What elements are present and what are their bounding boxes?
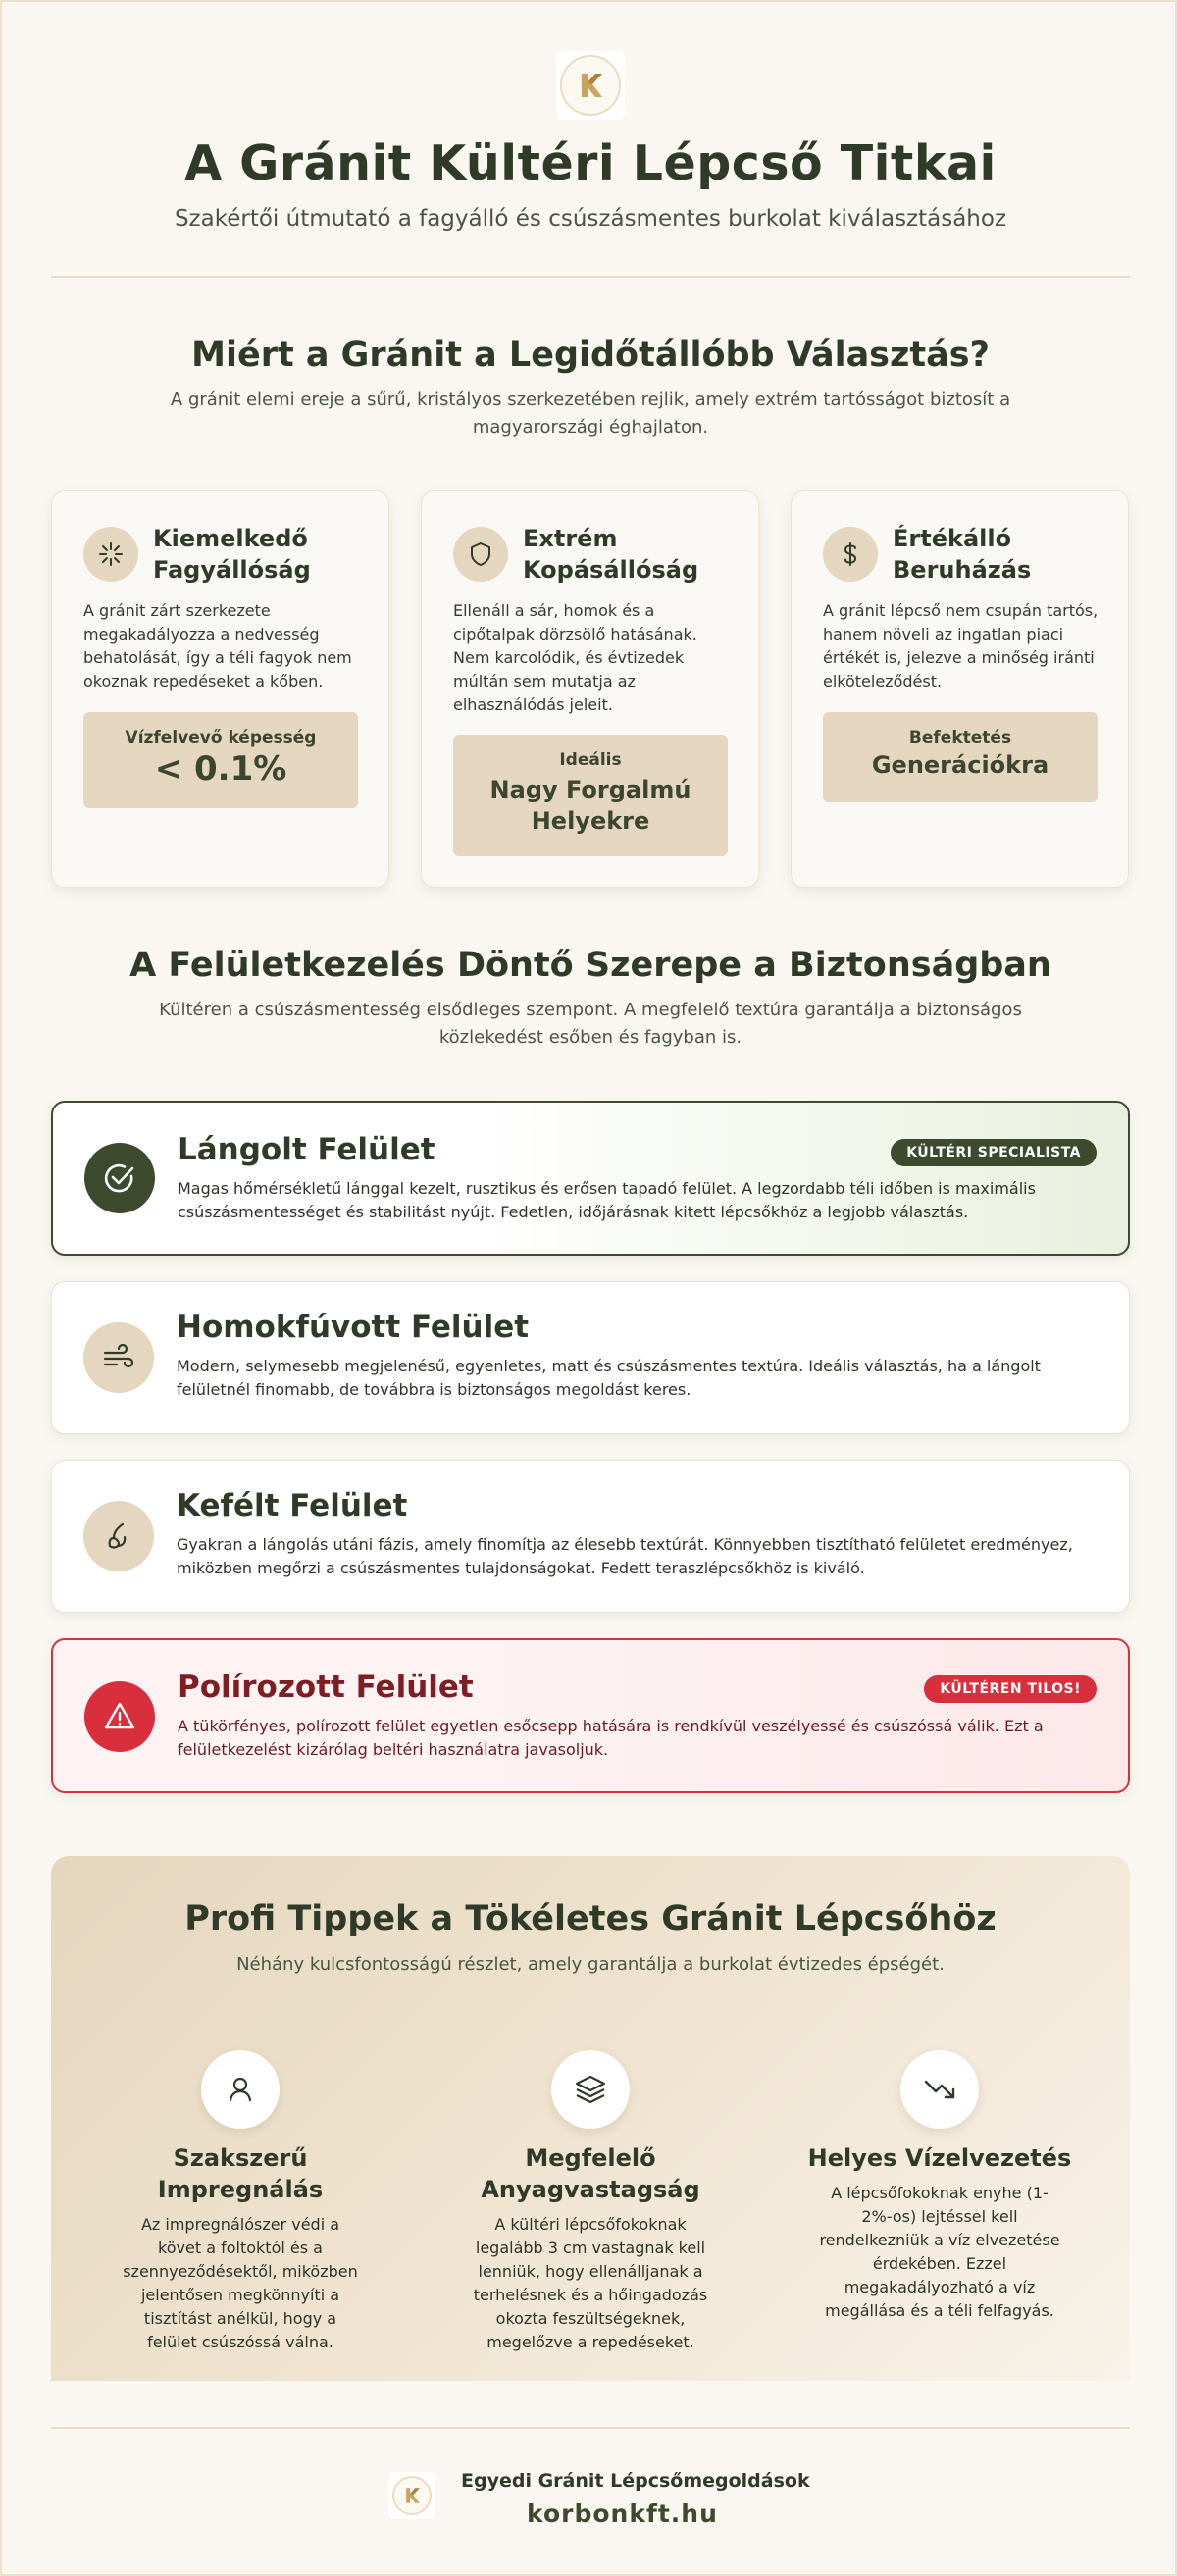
stat-value: < 0.1% <box>154 749 287 789</box>
stat-label: Vízfelvevő képesség <box>125 728 317 747</box>
finishes-section-title: A Felületkezelés Döntő Szerepe a Biztonságban <box>129 946 1051 985</box>
feature-card-text: A gránit lépcső nem csupán tartós, hanem növeli az ingatlan piaci értékét is, jelezve a minőség iránti elköteleződést. <box>823 601 1099 691</box>
why-section-description: A gránit elemi ereje a sűrű, kristályos szerkezetében rejlik, amely extrém tartósságot biztosít a magyarországi éghajlaton. <box>170 389 1011 438</box>
finish-description: A tükörfényes, polírozott felület egyetlen esőcsepp hatására is rendkívül veszélyessé és csúszóssá válik. Ezt a felületkezelést kizárólag beltéri használatra javasoljuk. <box>178 1717 1044 1759</box>
footer-company-name: Egyedi Gránit Lépcsőmegoldások <box>461 2470 810 2492</box>
trending-down-icon <box>900 2050 979 2129</box>
feature-card-abrasion <box>421 490 759 888</box>
tip-title: Helyes Vízelvezetés <box>807 2144 1072 2172</box>
finish-flamed <box>51 1101 1130 1256</box>
dollar-icon <box>823 527 878 582</box>
stat-value: Nagy Forgalmú Helyekre <box>489 776 691 835</box>
finish-title: Homokfúvott Felület <box>177 1310 530 1345</box>
feature-card-text: A gránit zárt szerkezete megakadályozza a nedvesség behatolását, így a téli fagyok nem okoznak repedéseket a kőben. <box>83 601 352 691</box>
feature-card-text: Ellenáll a sár, homok és a cipőtalpak dörzsölő hatásának. Nem karcolódik, és évtizedek múltán sem mutatja az elhasználódás jeleit. <box>453 601 697 714</box>
footer-logo <box>388 2472 435 2519</box>
tip-title: Szakszerű Impregnálás <box>157 2144 324 2203</box>
finish-title: Lángolt Felület <box>178 1132 435 1167</box>
feature-card-stat <box>823 712 1098 802</box>
tips-section-description: Néhány kulcsfontosságú részlet, amely garantálja a burkolat évtizedes épségét. <box>236 1954 945 1975</box>
finish-description: Modern, selymesebb megjelenésű, egyenletes, matt és csúszásmentes textúra. Ideális választás, ha a lángolt felületnél finomabb, de továbbra is biztonságos megoldást keres. <box>177 1357 1041 1399</box>
feature-card-stat <box>83 712 358 808</box>
feature-card-stat <box>453 735 728 856</box>
stat-label: Ideális <box>559 750 622 770</box>
finish-brushed <box>51 1460 1130 1613</box>
stat-value: Generációkra <box>871 751 1049 779</box>
status-badge: KÜLTÉRI SPECIALISTA <box>891 1139 1097 1166</box>
tips-section <box>51 1856 1130 2381</box>
wind-icon <box>83 1322 154 1393</box>
shield-icon <box>453 527 508 582</box>
brush-icon <box>83 1501 154 1571</box>
finish-title: Kefélt Felület <box>177 1488 408 1523</box>
feature-card-investment <box>791 490 1129 888</box>
tip-text: Az impregnálószer védi a követ a foltoktól és a szennyeződésektől, miközben jelentősen megkönnyíti a tisztítást anélkül, hogy a felület csúszóssá válna. <box>123 2215 358 2351</box>
feature-card-title: Kiemelkedő Fagyállóság <box>153 525 311 584</box>
header-divider <box>51 276 1130 278</box>
feature-card-title: Értékálló Beruházás <box>893 525 1032 584</box>
snowflake-icon <box>83 527 138 582</box>
footer-website-link[interactable]: korbonkft.hu <box>527 2499 718 2528</box>
layers-icon <box>551 2050 630 2129</box>
finish-description: Gyakran a lángolás utáni fázis, amely finomítja az élesebb textúrát. Könnyebben tisztítható felületet eredményez, miközben megőrzi a csúszásmentes tulajdonságokat. Fedett teraszlépcsőkhöz is kiváló. <box>177 1535 1073 1577</box>
tip-title: Megfelelő Anyagvastagság <box>481 2144 700 2203</box>
finish-sandblasted <box>51 1281 1130 1434</box>
finish-description: Magas hőmérsékletű lánggal kezelt, rusztikus és erősen tapadó felület. A legzordabb téli időben is maximális csúszásmentességet és stabilitást nyújt. Fedetlen, időjárásnak kitett lépcsőkhöz a legjobb választás. <box>178 1179 1036 1221</box>
feature-card-frost <box>51 490 389 888</box>
feature-card-title: Extrém Kopásállóság <box>523 525 699 584</box>
page-subtitle: Szakértői útmutató a fagyálló és csúszásmentes burkolat kiválasztásához <box>174 206 1007 232</box>
brand-logo <box>556 51 625 120</box>
why-section-title: Miért a Gránit a Legidőtállóbb Választás? <box>191 335 990 375</box>
logo-k-mark <box>401 2485 423 2506</box>
tips-section-title: Profi Tippek a Tökéletes Gránit Lépcsőhöz <box>184 1899 997 1938</box>
page-title: A Gránit Kültéri Lépcső Titkai <box>184 135 997 191</box>
user-icon <box>201 2050 280 2129</box>
footer-divider <box>51 2427 1130 2429</box>
status-badge: KÜLTÉREN TILOS! <box>924 1675 1097 1703</box>
tip-text: A kültéri lépcsőfokoknak legalább 3 cm vastagnak kell lenniük, hogy ellenálljanak a terhelésnek és a hőingadozás okozta feszültségeknek, megelőzve a repedéseket. <box>473 2215 708 2351</box>
stat-label: Befektetés <box>908 728 1012 747</box>
warning-triangle-icon <box>84 1681 155 1752</box>
finishes-section-description: Kültéren a csúszásmentesség elsődleges szempont. A megfelelő textúra garantálja a biztonságos közlekedést esőben és fagyban is. <box>159 1000 1022 1048</box>
finish-title: Polírozott Felület <box>178 1670 474 1705</box>
tip-text: A lépcsőfokoknak enyhe (1-2%-os) lejtéssel kell rendelkezniük a víz elvezetése érdekében. Ezzel megakadályozható a víz megállása és a téli felfagyás. <box>819 2184 1060 2320</box>
finish-polished <box>51 1638 1130 1793</box>
logo-k-mark <box>574 69 607 102</box>
check-circle-icon <box>84 1143 155 1213</box>
